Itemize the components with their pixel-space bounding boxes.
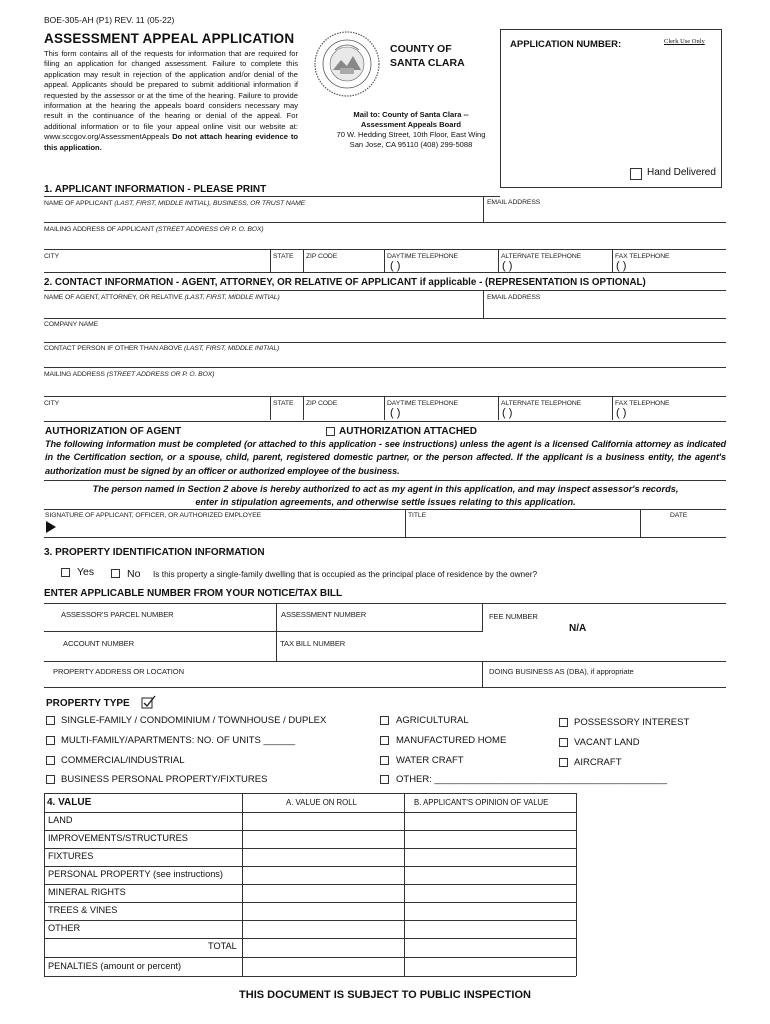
agent-email-label: EMAIL ADDRESS [487, 294, 541, 301]
signature-date-field[interactable] [643, 520, 723, 535]
tax-bill-number-label: TAX BILL NUMBER [280, 639, 346, 648]
dba-field[interactable] [487, 676, 723, 686]
agent-name-field[interactable] [44, 303, 482, 317]
agent-city-label: CITY [44, 400, 60, 407]
company-name-field[interactable] [44, 329, 724, 341]
property-type-agricultural: AGRICULTURAL [396, 715, 469, 726]
value-on-roll-trees-field[interactable] [244, 904, 402, 919]
mail-line3: 70 W. Hedding Street, 10th Floor, East Wing [336, 130, 486, 139]
property-type-water-craft: WATER CRAFT [396, 755, 464, 766]
value-row-label: FIXTURES [48, 851, 94, 861]
property-type-checkbox[interactable] [559, 718, 568, 727]
authorization-statement-line1: The person named in Section 2 above is hereby authorized to act as my agent in this application, and may inspect assessor's records, [92, 484, 679, 494]
agent-state-label: STATE [273, 400, 294, 407]
form-code: BOE-305-AH (P1) REV. 11 (05-22) [44, 15, 175, 25]
owner-occupied-yes-checkbox[interactable] [61, 568, 70, 577]
authorization-attached-checkbox[interactable] [326, 427, 335, 436]
authorization-attached-label: AUTHORIZATION ATTACHED [339, 426, 477, 437]
enter-number-title: ENTER APPLICABLE NUMBER FROM YOUR NOTICE/TAX BILL [44, 588, 343, 599]
applicant-name-field[interactable] [44, 208, 482, 222]
opinion-land-field[interactable] [406, 814, 574, 829]
property-type-checkbox[interactable] [380, 736, 389, 745]
opinion-total-field[interactable] [406, 940, 574, 956]
applicant-state-label: STATE [273, 253, 294, 260]
opinion-improvements-field[interactable] [406, 832, 574, 847]
applicant-fax-label: FAX TELEPHONE [615, 253, 670, 260]
account-number-label: ACCOUNT NUMBER [63, 639, 135, 648]
assessment-number-field[interactable] [280, 620, 478, 630]
form-title: ASSESSMENT APPEAL APPLICATION [44, 31, 295, 46]
value-on-roll-header: A. VALUE ON ROLL [286, 798, 357, 807]
contact-person-label: CONTACT PERSON IF OTHER THAN ABOVE (LAST, FIRST, MIDDLE INITIAL) [44, 345, 280, 352]
agent-mailing-label: MAILING ADDRESS (STREET ADDRESS OR P. O. BOX) [44, 371, 215, 378]
value-on-roll-total-field[interactable] [244, 940, 402, 956]
value-on-roll-land-field[interactable] [244, 814, 402, 829]
opinion-mineral-field[interactable] [406, 886, 574, 901]
sign-here-arrow-icon [46, 521, 56, 533]
property-type-single-family: SINGLE-FAMILY / CONDOMINIUM / TOWNHOUSE / DUPLEX [61, 715, 327, 726]
fee-number-label: FEE NUMBER [489, 612, 538, 621]
agent-day-phone-label: DAYTIME TELEPHONE [387, 400, 458, 407]
form-intro [44, 49, 298, 153]
signature-date-label: DATE [670, 512, 688, 519]
authorization-statement [45, 483, 726, 508]
applicant-fax-field[interactable]: ( ) [616, 260, 627, 272]
authorization-statement-line2: enter in stipulation agreements, and otherwise settle issues relating to this application. [195, 496, 576, 507]
section4-title: 4. VALUE [47, 797, 92, 808]
property-type-multi-family: MULTI-FAMILY/APARTMENTS: NO. OF UNITS ______ [61, 735, 296, 746]
applicant-zip-label: ZIP CODE [306, 253, 338, 260]
fee-number-value: N/A [569, 623, 587, 634]
applicant-mailing-field[interactable] [44, 235, 724, 248]
value-row-label: MINERAL RIGHTS [48, 887, 126, 897]
opinion-fixtures-field[interactable] [406, 850, 574, 865]
application-number-box[interactable] [500, 29, 722, 188]
owner-occupied-no-checkbox[interactable] [111, 569, 120, 578]
property-type-checkbox[interactable] [380, 756, 389, 765]
county-line1: COUNTY OF [390, 43, 452, 55]
agent-fax-label: FAX TELEPHONE [615, 400, 670, 407]
property-type-business-personal: BUSINESS PERSONAL PROPERTY/FIXTURES [61, 774, 268, 785]
agent-fax-field[interactable]: ( ) [616, 407, 627, 419]
mail-line1: Mail to: County of Santa Clara -- [353, 110, 469, 119]
value-row-label: PERSONAL PROPERTY (see instructions) [48, 869, 223, 879]
contact-person-field[interactable] [44, 353, 724, 365]
county-line2: SANTA CLARA [390, 57, 465, 69]
account-number-field[interactable] [60, 649, 272, 659]
property-type-checkbox[interactable] [380, 775, 389, 784]
property-type-checkbox[interactable] [380, 716, 389, 725]
apn-field[interactable] [60, 620, 272, 630]
agent-alt-phone-field[interactable]: ( ) [502, 407, 513, 419]
opinion-trees-field[interactable] [406, 904, 574, 919]
application-number-label: APPLICATION NUMBER: [510, 39, 622, 50]
applicant-alt-phone-field[interactable]: ( ) [502, 260, 513, 272]
mail-line2: Assessment Appeals Board [360, 120, 462, 129]
owner-occupied-no-label: No [127, 568, 141, 580]
mail-line4: San Jose, CA 95110 (408) 299-5088 [349, 140, 473, 149]
property-type-vacant-land: VACANT LAND [574, 737, 640, 748]
applicant-day-phone-label: DAYTIME TELEPHONE [387, 253, 458, 260]
agent-email-field[interactable] [486, 303, 722, 317]
authorization-title: AUTHORIZATION OF AGENT [45, 426, 182, 437]
applicant-email-field[interactable] [486, 208, 722, 222]
signature-label: SIGNATURE OF APPLICANT, OFFICER, OR AUTHORIZED EMPLOYEE [45, 512, 262, 519]
property-type-checkbox[interactable] [559, 738, 568, 747]
agent-mailing-field[interactable] [44, 380, 724, 394]
value-on-roll-penalties-field[interactable] [244, 959, 402, 975]
property-type-title: PROPERTY TYPE [46, 698, 130, 709]
section3-title: 3. PROPERTY IDENTIFICATION INFORMATION [44, 547, 265, 558]
property-type-other: OTHER: ____________________________________________ [396, 774, 668, 785]
value-on-roll-improvements-field[interactable] [244, 832, 402, 847]
value-on-roll-fixtures-field[interactable] [244, 850, 402, 865]
property-type-checkbox[interactable] [46, 716, 55, 725]
applicant-city-label: CITY [44, 253, 60, 260]
section1-title: 1. APPLICANT INFORMATION - PLEASE PRINT [44, 184, 267, 195]
tax-bill-number-field[interactable] [280, 649, 478, 659]
opinion-other-field[interactable] [406, 922, 574, 937]
property-type-checkbox[interactable] [46, 736, 55, 745]
property-address-label: PROPERTY ADDRESS OR LOCATION [53, 667, 184, 676]
property-type-possessory: POSSESSORY INTEREST [574, 717, 690, 728]
signer-title-field[interactable] [408, 520, 638, 535]
property-type-manufactured-home: MANUFACTURED HOME [396, 735, 507, 746]
value-on-roll-other-field[interactable] [244, 922, 402, 937]
hand-delivered-checkbox[interactable] [630, 168, 642, 180]
signature-field[interactable] [60, 520, 402, 535]
mail-to-block [318, 110, 504, 150]
property-type-commercial: COMMERCIAL/INDUSTRIAL [61, 755, 185, 766]
assessment-number-label: ASSESSMENT NUMBER [281, 610, 367, 619]
value-row-label: LAND [48, 815, 73, 825]
checkmark-box-icon [141, 695, 156, 710]
owner-occupied-yes-label: Yes [77, 566, 95, 578]
hand-delivered-label: Hand Delivered [647, 167, 716, 178]
agent-zip-label: ZIP CODE [306, 400, 338, 407]
apn-label: ASSESSOR'S PARCEL NUMBER [61, 610, 174, 619]
signer-title-label: TITLE [408, 512, 427, 519]
intro-bold-text: Do not attach hearing evidence to this application. [44, 132, 298, 152]
property-type-checkbox[interactable] [559, 758, 568, 767]
value-on-roll-mineral-field[interactable] [244, 886, 402, 901]
value-row-label: IMPROVEMENTS/STRUCTURES [48, 833, 188, 843]
property-type-aircraft: AIRCRAFT [574, 757, 622, 768]
applicant-alt-phone-label: ALTERNATE TELEPHONE [501, 253, 582, 260]
value-row-total-label: TOTAL [208, 941, 237, 951]
value-row-label: PENALTIES (amount or percent) [48, 961, 182, 971]
company-name-label: COMPANY NAME [44, 321, 99, 328]
value-on-roll-personal-field[interactable] [244, 868, 402, 883]
agent-name-label: NAME OF AGENT, ATTORNEY, OR RELATIVE (LAST, FIRST, MIDDLE INITIAL) [44, 294, 280, 301]
section2-title: 2. CONTACT INFORMATION - AGENT, ATTORNEY, OR RELATIVE OF APPLICANT if applicable - (REPRESENTATION IS OPTIONAL) [44, 277, 646, 288]
value-row-label: TREES & VINES [48, 905, 118, 915]
public-inspection-footer: THIS DOCUMENT IS SUBJECT TO PUBLIC INSPECTION [239, 989, 531, 1001]
agent-alt-phone-label: ALTERNATE TELEPHONE [501, 400, 582, 407]
property-type-checkbox[interactable] [46, 756, 55, 765]
applicant-opinion-header: B. APPLICANT'S OPINION OF VALUE [414, 798, 549, 807]
applicant-day-phone-field[interactable]: ( ) [390, 260, 401, 272]
authorization-text: The following information must be completed (or attached to this application - see instructions) unless the agent is a licensed California attorney as indicated in the Certification section, or a spouse, child, parent, registered domestic partner, or the person affected. If the applicant is a business entity, the agent's authorization must be signed by an officer or authorized employee of the business. [45, 439, 726, 476]
clerk-use-label: Clerk Use Only [664, 38, 705, 45]
opinion-personal-field[interactable] [406, 868, 574, 883]
applicant-mailing-label: MAILING ADDRESS OF APPLICANT (STREET ADDRESS OR P. O. BOX) [44, 226, 264, 233]
applicant-email-label: EMAIL ADDRESS [487, 199, 541, 206]
county-seal-icon [313, 30, 381, 98]
opinion-penalties-field[interactable] [406, 959, 574, 975]
applicant-name-label: NAME OF APPLICANT (LAST, FIRST, MIDDLE INITIAL), BUSINESS, OR TRUST NAME [44, 200, 306, 207]
agent-day-phone-field[interactable]: ( ) [390, 407, 401, 419]
property-type-checkbox[interactable] [46, 775, 55, 784]
value-row-label: OTHER [48, 923, 81, 933]
property-address-field[interactable] [50, 676, 478, 686]
dba-label: DOING BUSINESS AS (DBA), if appropriate [489, 667, 634, 676]
owner-occupied-question: Is this property a single-family dwelling that is occupied as the principal place of residence by the owner? [153, 569, 538, 579]
intro-text: This form contains all of the requests for information that are required for filing an application for changed assessment. Failure to complete this application may result in rejection of the application and/or denial of the appeal. Applicants should be prepared to submit additional information if requested by the assessor or at the time of the hearing. Failure to provide information at the hearing the appeals board considers necessary may result in the continuance of the hearing or denial of the appeal. For additional information or to file your appeal online visit our website at: www.sccgov.org/AssessmentAppeals [44, 49, 298, 142]
